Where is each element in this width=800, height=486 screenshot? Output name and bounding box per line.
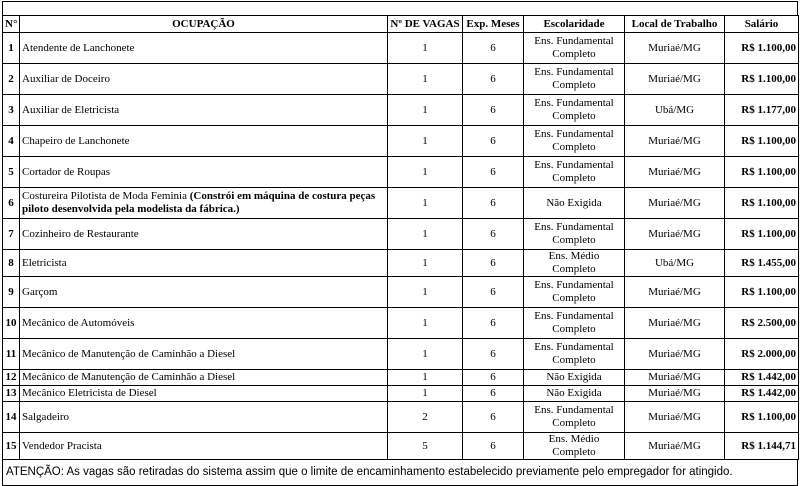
row-location: Muriaé/MG — [625, 188, 725, 219]
header-experience: Exp. Meses — [463, 16, 524, 33]
row-location: Ubá/MG — [625, 95, 725, 126]
row-salary: R$ 2.000,00 — [725, 339, 799, 370]
row-experience: 6 — [463, 250, 524, 277]
row-experience: 6 — [463, 308, 524, 339]
attention-notice: ATENÇÃO: As vagas são retiradas do sistema assim que o limite de encaminhamento estabelecido previamente pelo empregador for atingido. — [2, 460, 798, 486]
row-vacancies: 1 — [388, 250, 463, 277]
row-occupation — [20, 386, 388, 402]
row-experience: 6 — [463, 339, 524, 370]
row-salary: R$ 1.455,00 — [725, 250, 799, 277]
table-row — [3, 370, 799, 386]
occupation-title: Atendente de Lanchonete — [22, 41, 135, 54]
row-salary: R$ 1.177,00 — [725, 95, 799, 126]
table-row — [3, 339, 799, 370]
table-row — [3, 33, 799, 64]
row-salary: R$ 1.100,00 — [725, 402, 799, 433]
row-occupation — [20, 188, 388, 219]
occupation-title: Cortador de Roupas — [22, 165, 110, 178]
occupation-title: Vendedor Pracista — [22, 439, 102, 452]
row-experience: 6 — [463, 157, 524, 188]
row-occupation — [20, 370, 388, 386]
occupation-note: (Constrói em máquina de costura peças piloto desenvolvida pela modelista da fábrica.) — [22, 190, 376, 215]
row-location: Muriaé/MG — [625, 402, 725, 433]
header-occupation: OCUPAÇÃO — [20, 16, 388, 33]
occupation-title: Chapeiro de Lanchonete — [22, 134, 130, 147]
row-number: 2 — [3, 64, 20, 95]
row-schooling: Ens. Fundamental Completo — [524, 277, 625, 308]
row-salary: R$ 1.442,00 — [725, 370, 799, 386]
occupation-title: Auxiliar de Eletricista — [22, 103, 120, 116]
row-location: Muriaé/MG — [625, 370, 725, 386]
row-schooling: Ens. Fundamental Completo — [524, 64, 625, 95]
occupation-title: Salgadeiro — [22, 410, 70, 423]
row-number: 14 — [3, 402, 20, 433]
table-row — [3, 250, 799, 277]
row-schooling: Ens. Fundamental Completo — [524, 157, 625, 188]
row-location: Muriaé/MG — [625, 308, 725, 339]
header-schooling: Escolaridade — [524, 16, 625, 33]
row-schooling: Ens. Fundamental Completo — [524, 126, 625, 157]
row-salary: R$ 1.100,00 — [725, 33, 799, 64]
row-schooling: Ens. Fundamental Completo — [524, 308, 625, 339]
row-location: Muriaé/MG — [625, 157, 725, 188]
row-salary: R$ 2.500,00 — [725, 308, 799, 339]
row-salary: R$ 1.100,00 — [725, 126, 799, 157]
row-salary: R$ 1.144,71 — [725, 433, 799, 460]
row-location: Muriaé/MG — [625, 219, 725, 250]
row-number: 13 — [3, 386, 20, 402]
row-number: 6 — [3, 188, 20, 219]
row-vacancies: 1 — [388, 219, 463, 250]
row-number: 11 — [3, 339, 20, 370]
row-schooling: Ens. Fundamental Completo — [524, 339, 625, 370]
table-row — [3, 126, 799, 157]
row-location: Muriaé/MG — [625, 64, 725, 95]
occupation-title: Eletricista — [22, 256, 67, 269]
row-experience: 6 — [463, 433, 524, 460]
table-row — [3, 402, 799, 433]
vacancies-table — [2, 15, 799, 460]
row-vacancies: 2 — [388, 402, 463, 433]
row-vacancies: 1 — [388, 126, 463, 157]
row-schooling: Ens. Médio Completo — [524, 433, 625, 460]
row-location: Muriaé/MG — [625, 339, 725, 370]
table-row — [3, 188, 799, 219]
row-salary: R$ 1.100,00 — [725, 157, 799, 188]
row-schooling: Ens. Fundamental Completo — [524, 95, 625, 126]
top-border-strip — [2, 1, 798, 15]
job-listing — [2, 1, 798, 486]
occupation-title: Mecânico de Automóveis — [22, 316, 135, 329]
row-number: 9 — [3, 277, 20, 308]
row-schooling: Não Exigida — [524, 386, 625, 402]
table-row — [3, 308, 799, 339]
row-experience: 6 — [463, 277, 524, 308]
row-salary: R$ 1.100,00 — [725, 277, 799, 308]
table-row — [3, 386, 799, 402]
row-location: Muriaé/MG — [625, 433, 725, 460]
row-occupation — [20, 95, 388, 126]
header-num: N° — [3, 16, 20, 33]
table-row — [3, 219, 799, 250]
row-occupation — [20, 402, 388, 433]
row-salary: R$ 1.100,00 — [725, 188, 799, 219]
row-location: Muriaé/MG — [625, 126, 725, 157]
table-row — [3, 64, 799, 95]
row-salary: R$ 1.442,00 — [725, 386, 799, 402]
row-experience: 6 — [463, 95, 524, 126]
row-number: 4 — [3, 126, 20, 157]
row-experience: 6 — [463, 126, 524, 157]
row-experience: 6 — [463, 33, 524, 64]
row-number: 3 — [3, 95, 20, 126]
row-location: Muriaé/MG — [625, 277, 725, 308]
row-vacancies: 1 — [388, 308, 463, 339]
row-occupation — [20, 157, 388, 188]
occupation-title: Mecânico Eletricista de Diesel — [22, 387, 157, 399]
row-vacancies: 1 — [388, 386, 463, 402]
row-experience: 6 — [463, 370, 524, 386]
row-occupation — [20, 339, 388, 370]
row-schooling: Ens. Fundamental Completo — [524, 33, 625, 64]
row-vacancies: 1 — [388, 339, 463, 370]
row-number: 1 — [3, 33, 20, 64]
row-number: 15 — [3, 433, 20, 460]
row-number: 5 — [3, 157, 20, 188]
occupation-title: Costureira Pilotista de Moda Feminia — [22, 190, 190, 202]
row-vacancies: 1 — [388, 157, 463, 188]
row-schooling: Ens. Fundamental Completo — [524, 219, 625, 250]
row-number: 8 — [3, 250, 20, 277]
row-vacancies: 1 — [388, 33, 463, 64]
row-occupation — [20, 126, 388, 157]
row-schooling: Ens. Médio Completo — [524, 250, 625, 277]
row-experience: 6 — [463, 402, 524, 433]
table-row — [3, 277, 799, 308]
row-occupation — [20, 308, 388, 339]
row-experience: 6 — [463, 64, 524, 95]
row-experience: 6 — [463, 188, 524, 219]
table-header-row — [3, 16, 799, 33]
occupation-title: Auxiliar de Doceiro — [22, 72, 110, 85]
row-salary: R$ 1.100,00 — [725, 64, 799, 95]
row-vacancies: 1 — [388, 370, 463, 386]
row-location: Ubá/MG — [625, 250, 725, 277]
row-schooling: Ens. Fundamental Completo — [524, 402, 625, 433]
row-occupation — [20, 33, 388, 64]
row-occupation — [20, 277, 388, 308]
header-location: Local de Trabalho — [625, 16, 725, 33]
occupation-title: Mecânico de Manutenção de Caminhão a Diesel — [22, 347, 236, 360]
occupation-title: Cozinheiro de Restaurante — [22, 227, 139, 240]
table-row — [3, 157, 799, 188]
row-occupation — [20, 64, 388, 95]
occupation-title: Mecânico de Manutenção de Caminhão a Diesel — [22, 371, 236, 383]
table-row — [3, 433, 799, 460]
row-occupation — [20, 433, 388, 460]
table-row — [3, 95, 799, 126]
header-salary: Salário — [725, 16, 799, 33]
row-number: 10 — [3, 308, 20, 339]
row-number: 12 — [3, 370, 20, 386]
row-location: Muriaé/MG — [625, 33, 725, 64]
row-experience: 6 — [463, 386, 524, 402]
row-vacancies: 1 — [388, 95, 463, 126]
row-number: 7 — [3, 219, 20, 250]
row-vacancies: 1 — [388, 64, 463, 95]
header-vacancies: Nº DE VAGAS — [388, 16, 463, 33]
row-vacancies: 5 — [388, 433, 463, 460]
row-experience: 6 — [463, 219, 524, 250]
row-location: Muriaé/MG — [625, 386, 725, 402]
row-occupation — [20, 219, 388, 250]
row-vacancies: 1 — [388, 188, 463, 219]
occupation-title: Garçom — [22, 285, 58, 298]
row-salary: R$ 1.100,00 — [725, 219, 799, 250]
row-occupation — [20, 250, 388, 277]
row-schooling: Não Exigida — [524, 188, 625, 219]
row-schooling: Não Exigida — [524, 370, 625, 386]
row-vacancies: 1 — [388, 277, 463, 308]
